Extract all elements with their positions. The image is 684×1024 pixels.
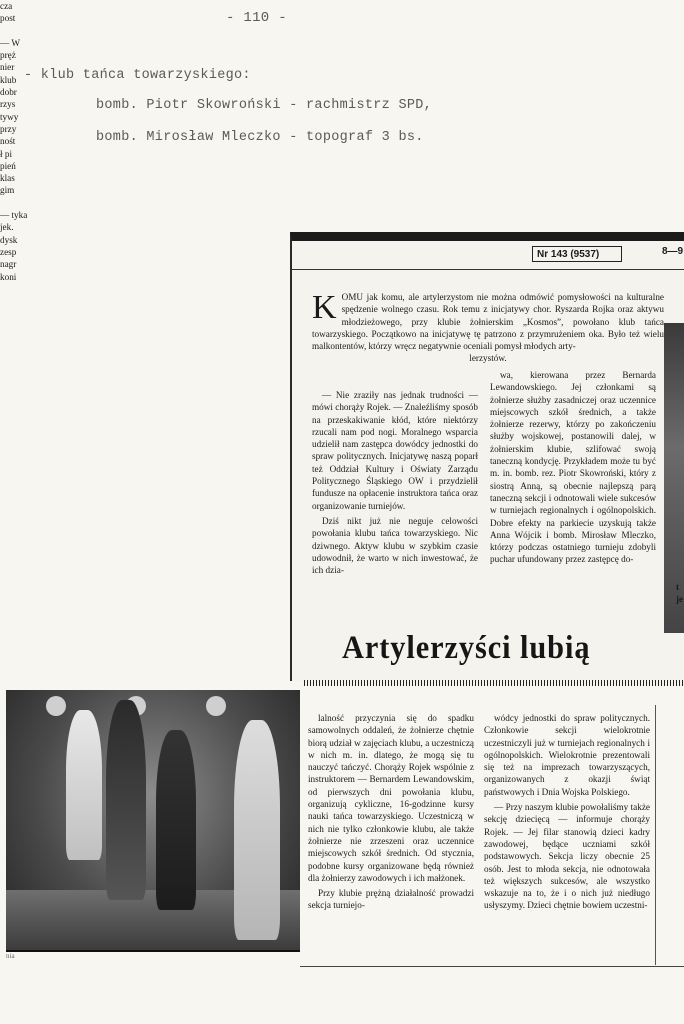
column-fragment-line: nośt — [0, 136, 16, 147]
column-fragment-line: dobr — [0, 87, 17, 98]
ceiling-lamp — [206, 696, 226, 716]
lead-text: OMU jak komu, ale artylerzystom nie można odmówić pomysłowości na kulturalne spędzenie wolnego czasu. Rok temu z inicjatywy chor. Ryszarda Rojka oraz aktywu młodzieżowego, przy klubie żołnierskim „Kosmos”, powołano klub tańca towarzyskiego. Początkowo na inicjatywę tę patrzono z przymrużeniem oka. Było też wielu malkontentów, którzy wręcz negatywnie oceniali pomysł młodych arty- — [312, 292, 664, 352]
column-fragment-line: klas — [0, 173, 15, 184]
column-fragment-line: przy — [0, 123, 17, 134]
lead-tail: lerzystów. — [469, 353, 507, 364]
paragraph: — Nie zraziły nas jednak trudności — mówi chorąży Rojek. — Znaleźliśmy sposób na przeskakiwanie kłód, które niektórzy rzucali nam pod nogi. Moralnego wsparcia udzielił nam zastępca dowódcy jednostki do spraw politycznych. Inicjatywę naszą poparł też Oddział Kultury i Oświaty Zarządu Politycznego Śląskiego OW i przydzielił fundusze na opłacenie instruktora tańca oraz organizowanie turniejów. — [312, 390, 478, 511]
column-divider — [655, 705, 656, 965]
drop-cap: K — [312, 289, 337, 326]
article-column-2 — [490, 369, 656, 569]
column-fragment-line: — W — [0, 37, 20, 48]
paragraph: wa, kierowana przez Bernarda Lewandowskiego. Jej członkami są żołnierze służby zasadniczej oraz uczennice miejscowych szkół średnich, a także żołnierze rezerwy, którzy po zakończeniu służby wojskowej, postanowili dalej, w żołnierskim klubie, szlifować swoją taneczną kondycję. Przykładem może tu być m. in. bomb. rez. Piotr Skowroński, który z siostrą Anną, są obecnie najlepszą parą taneczną sekcji i odnotowali wiele sukcesów w turniejach regionalnych i ogólnopolskich. Dobre efekty na parkiecie uzyskują także Anna Wójcik i bomb. Mirosław Mleczko, którzy podczas ostatniego turnieju zdobyli puchar ufundowany przez zastępcę do- — [490, 370, 656, 565]
caption-line: je — [676, 594, 683, 604]
column-fragment-line: koni — [0, 271, 17, 282]
dancer-figure — [234, 720, 280, 940]
club-heading: - klub tańca towarzyskiego: — [24, 68, 251, 83]
column-fragment-line: pręż — [0, 50, 16, 61]
column-fragment-line: post — [0, 13, 16, 24]
dance-photo — [6, 690, 300, 952]
column-fragment-line: rzys — [0, 99, 16, 110]
column-fragment-line: nier — [0, 62, 15, 73]
column-fragment-line: gim — [0, 185, 15, 196]
paragraph: Dziś nikt już nie neguje celowości powołania klubu tańca towarzyskiego. Nic dziwnego. Aktyw klubu w szybkim czasie udowodnił, że warto w nich inwestować, że ich dzia- — [312, 515, 478, 576]
article-column-5 — [0, 0, 30, 283]
photo-caption: nia — [6, 952, 15, 960]
caption-line: t — [676, 582, 679, 592]
dancer-figure — [106, 700, 146, 900]
column-fragment-line: ł pi — [0, 148, 12, 159]
column-fragment-line: jek. — [0, 222, 14, 233]
lead-paragraph — [312, 291, 664, 365]
paragraph: — Przy naszym klubie powołaliśmy także sekcję dziecięcą — informuje chorąży Rojek. — Jej filar stanowią dzieci kadry zawodowej, będące uczniami szkół podstawowych. Sekcja liczy obecnie 25 osób. Jest to młoda sekcja, nie odnotowała też większych sukcesów, ale wszystko wskazuje na to, że i o nich już niedługo usłyszymy. Dzieci chętnie bowiem uczestni- — [484, 802, 650, 911]
column-fragment-line: nagr — [0, 259, 17, 270]
side-photo-caption — [676, 581, 683, 605]
column-fragment-line — [0, 197, 30, 209]
page-number: - 110 - — [226, 10, 287, 26]
column-fragment-line: zesp — [0, 246, 17, 257]
column-fragment-line: cza — [0, 1, 13, 11]
article-column-3 — [308, 712, 474, 915]
issue-date: 8—9 — [662, 246, 684, 257]
dancer-figure — [66, 710, 102, 860]
paragraph: Przy klubie prężną działalność prowadzi sekcja turniejo- — [308, 888, 474, 911]
headline-rule — [304, 680, 684, 686]
member-line-2: bomb. Mirosław Mleczko - topograf 3 bs. — [96, 130, 424, 145]
article-headline: Artylerzyści lubią — [342, 630, 591, 666]
article-column-1 — [312, 389, 478, 579]
article-column-4 — [484, 712, 650, 915]
column-fragment-line: — tyka — [0, 210, 28, 221]
column-fragment-line: pień — [0, 160, 16, 171]
column-fragment-line — [0, 25, 30, 37]
column-fragment-line: klub — [0, 74, 17, 85]
paragraph: lalność przyczynia się do spadku samowolnych oddaleń, że żołnierze chętnie biorą udział w zajęciach klubu, a uczestniczą w nich m. in. dlatego, że mogą się tu nauczyć tańczyć. Chorąży Rojek wspólnie z instruktorem — Bernardem Lewandowskim, od pierwszych dni powołania klubu, organizują cykliczne, 16-godzinne kursy nauki tańca towarzyskiego. Uczestniczą w nich nie tylko członkowie klubu, ale także żołnierze nie zrzeszeni oraz uczennice miejscowych szkół średnich. Od stycznia, podobne kursy organizowane będą również dla żołnierzy zawodowych i ich małżonek. — [308, 713, 474, 883]
ceiling-lamp — [46, 696, 66, 716]
newspaper-clipping — [290, 232, 684, 681]
issue-number: Nr 143 (9537) — [532, 246, 622, 262]
column-fragment-line: tywy — [0, 111, 19, 122]
masthead-rule — [292, 269, 684, 270]
paragraph: wódcy jednostki do spraw politycznych. Członkowie sekcji wielokrotnie uczestniczyli już w turniejach regionalnych i ogólnopolskich. Wielokrotnie prezentowali się też na imprezach towarzyszących, organizowanych z okazji świąt państwowych i Dnia Wojska Polskiego. — [484, 713, 650, 797]
dancer-figure — [156, 730, 196, 910]
member-line-1: bomb. Piotr Skowroński - rachmistrz SPD, — [96, 98, 433, 113]
bottom-rule — [300, 966, 684, 967]
column-fragment-line: dysk — [0, 234, 18, 245]
